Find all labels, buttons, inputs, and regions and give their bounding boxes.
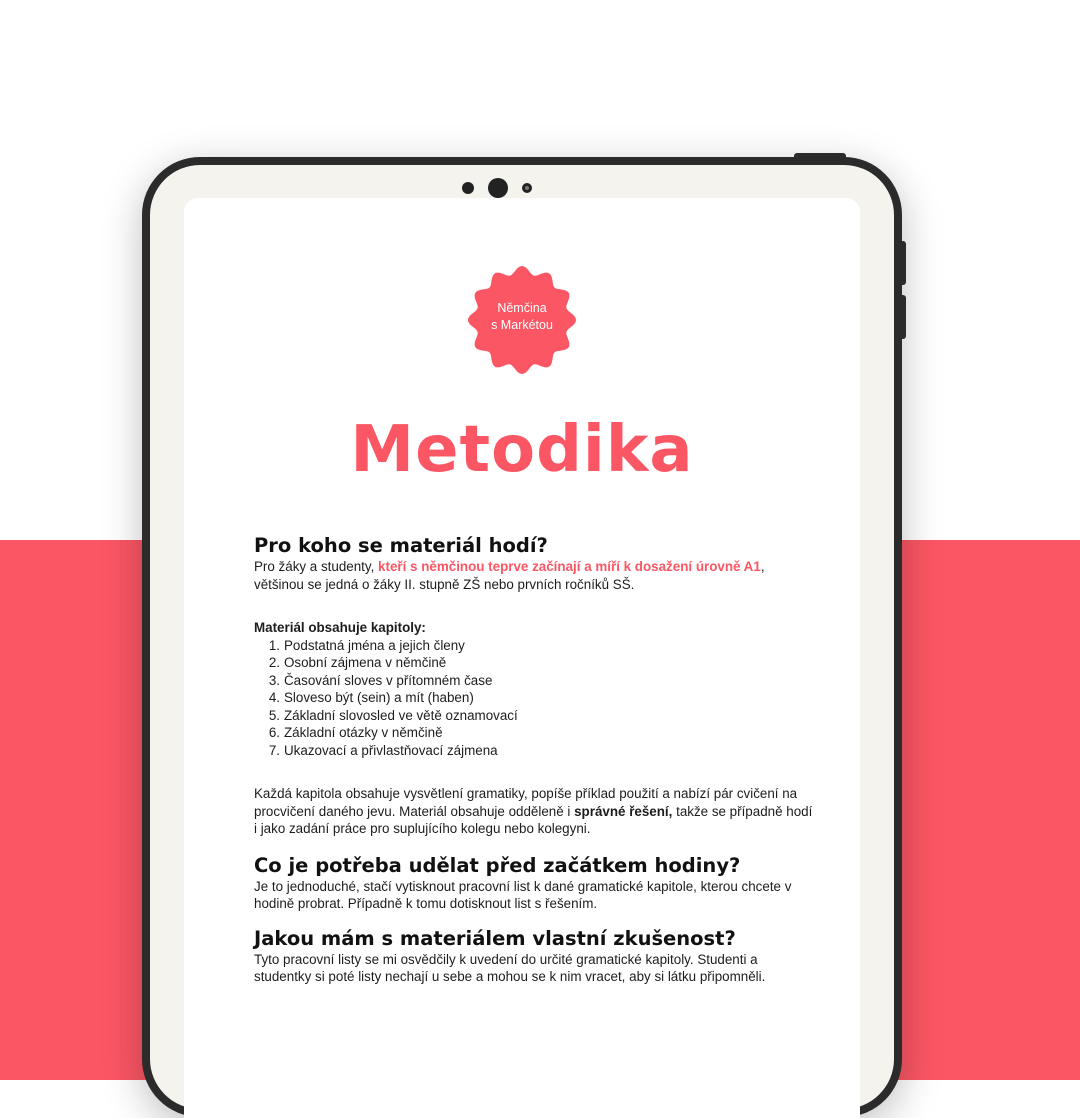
description-prefix: Každá kapitola obsahuje vysvětlení gramatiky, popíše příklad použití a nabízí pár cvičení na procvičení daného jevu. Materiál obsahuje odděleně i <box>254 786 798 819</box>
chapter-item <box>266 724 814 742</box>
power-button <box>794 153 846 158</box>
tablet-frame <box>142 157 902 1117</box>
chapter-number: 4. <box>268 690 280 705</box>
chapter-label: Ukazovací a přivlastňovací zájmena <box>284 742 498 758</box>
description-bold: správné řešení, <box>574 803 673 819</box>
audience-line-2: většinou se jedná o žáky II. stupně ZŠ nebo prvních ročníků SŠ. <box>254 576 635 592</box>
chapter-number: 7. <box>268 742 280 758</box>
badge-text <box>466 300 578 334</box>
audience-highlight: kteří s němčinou teprve začínají a míří k dosažení úrovně A1 <box>378 559 761 574</box>
chapter-label: Osobní zájmena v němčině <box>284 655 447 670</box>
chapters-title: Materiál obsahuje kapitoly: <box>254 620 426 635</box>
tablet-bezel <box>150 165 894 1109</box>
badge-line-1: Němčina <box>497 301 547 315</box>
description-suffix: takže se případně hodí i jako zadání práce pro suplujícího kolegu nebo kolegyni. <box>254 803 813 836</box>
tablet-screen <box>184 198 860 1118</box>
volume-up-button <box>901 241 906 285</box>
section-heading-audience: Pro koho se materiál hodí? <box>254 534 548 557</box>
volume-down-button <box>901 295 906 339</box>
experience-paragraph: Tyto pracovní listy se mi osvědčily k uvedení do určité gramatické kapitoly. Studenti a studentky si poté listy nechají u sebe a mohou se k nim vracet, aby si látku připomněli. <box>254 951 766 984</box>
light-sensor-icon <box>522 183 532 193</box>
chapter-number: 1. <box>268 637 280 653</box>
chapter-label: Sloveso být (sein) a mít (haben) <box>284 690 474 705</box>
chapters-description <box>254 785 814 838</box>
badge-line-2: s Markétou <box>491 318 553 332</box>
section-heading-preparation: Co je potřeba udělat před začátkem hodiny? <box>254 853 741 877</box>
sensor-icon <box>462 182 474 194</box>
chapter-label: Podstatná jména a jejich členy <box>284 637 465 653</box>
audience-intro-prefix: Pro žáky a studenty, <box>254 559 379 574</box>
content-body <box>254 534 814 986</box>
chapter-item <box>266 672 814 690</box>
chapter-item <box>266 654 814 672</box>
chapter-number: 6. <box>268 725 280 740</box>
chapter-number: 5. <box>268 707 280 723</box>
chapter-label: Časování sloves v přítomném čase <box>284 672 493 688</box>
page-title: Metodika <box>350 413 694 487</box>
chapter-item <box>266 637 814 655</box>
audience-paragraph <box>254 558 814 593</box>
section-heading-experience: Jakou mám s materiálem vlastní zkušenost? <box>254 926 736 950</box>
chapter-label: Základní slovosled ve větě oznamovací <box>284 707 518 723</box>
chapter-item <box>266 707 814 725</box>
chapter-number: 2. <box>268 655 280 670</box>
camera-icon <box>488 178 508 198</box>
brand-badge <box>466 264 578 376</box>
chapter-item <box>266 742 814 760</box>
chapter-label: Základní otázky v němčině <box>284 725 443 740</box>
chapter-item <box>266 689 814 707</box>
chapter-number: 3. <box>268 672 280 688</box>
audience-intro-suffix: , <box>760 559 765 574</box>
chapters-list <box>254 637 814 760</box>
preparation-paragraph: Je to jednoduché, stačí vytisknout pracovní list k dané gramatické kapitole, kterou chcete v hodině probrat. Případně k tomu dotisknout list s řešením. <box>254 878 792 911</box>
